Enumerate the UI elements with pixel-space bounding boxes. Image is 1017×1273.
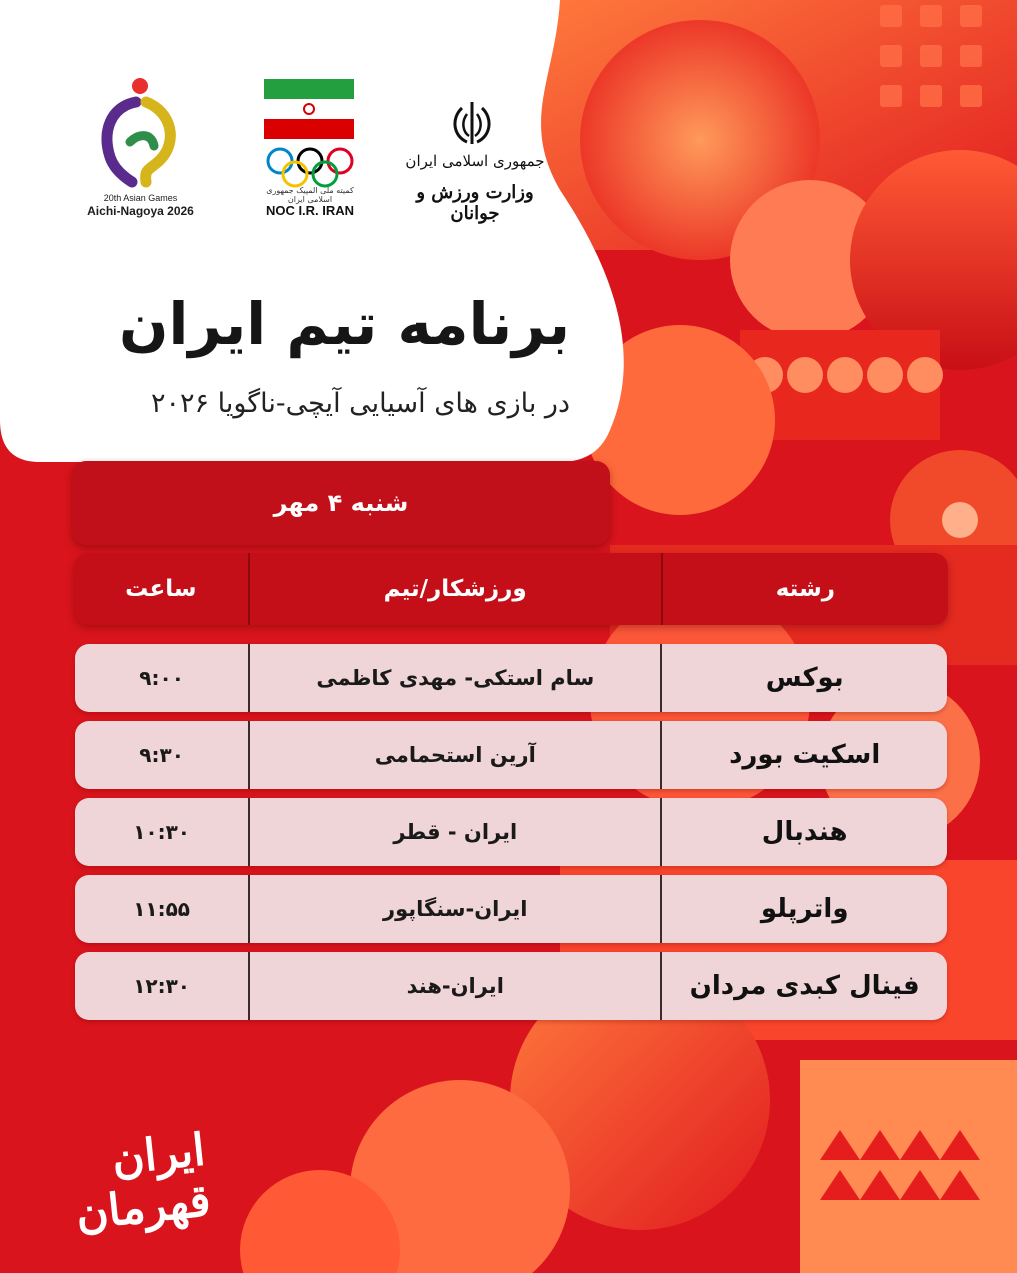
asian-games-logo bbox=[100, 72, 180, 194]
header-time: ساعت bbox=[125, 576, 197, 602]
table-row bbox=[75, 721, 947, 789]
row-time: ۹:۰۰ bbox=[139, 666, 184, 690]
asian-games-caption bbox=[78, 192, 203, 218]
row-sport: هندبال bbox=[761, 817, 848, 847]
day-banner: شنبه ۴ مهر bbox=[72, 461, 610, 545]
row-time: ۱۲:۳۰ bbox=[133, 974, 191, 998]
table-row bbox=[75, 952, 947, 1020]
ministry-line2: وزارت ورزش و جوانان bbox=[416, 182, 534, 224]
row-athlete: ایران-سنگاپور bbox=[248, 875, 662, 943]
ministry-line1: جمهوری اسلامی ایران bbox=[405, 152, 545, 170]
header-sport: رشته bbox=[775, 576, 835, 602]
row-sport: بوکس bbox=[765, 663, 844, 693]
asian-games-line1: 20th Asian Games bbox=[103, 193, 178, 203]
iran-flag-icon bbox=[264, 79, 354, 139]
row-athlete: سام استکی- مهدی کاظمی bbox=[248, 644, 662, 712]
noc-caption: NOC I.R. IRAN bbox=[265, 203, 355, 218]
row-athlete: ایران-هند bbox=[248, 952, 662, 1020]
table-header bbox=[74, 553, 948, 625]
row-time: ۹:۳۰ bbox=[139, 743, 184, 767]
row-sport: واترپلو bbox=[760, 894, 849, 924]
page-title: برنامه تیم ایران bbox=[119, 290, 570, 358]
ministry-text bbox=[390, 152, 560, 224]
row-time: ۱۱:۵۵ bbox=[133, 897, 191, 921]
row-time: ۱۰:۳۰ bbox=[133, 820, 191, 844]
row-athlete: ایران - قطر bbox=[248, 798, 662, 866]
row-sport: اسکیت بورد bbox=[729, 740, 881, 770]
row-sport: فینال کبدی مردان bbox=[689, 971, 920, 1001]
table-row bbox=[75, 644, 947, 712]
brand-logo: ایران قهرمان bbox=[73, 1124, 213, 1240]
header-athlete: ورزشکار/تیم bbox=[248, 553, 663, 625]
olympic-rings-icon bbox=[264, 146, 356, 190]
iran-emblem-icon bbox=[447, 100, 497, 148]
table-row bbox=[75, 875, 947, 943]
noc-full-name: کمیته ملی المپیک جمهوری اسلامی ایران bbox=[266, 186, 354, 204]
page-subtitle: در بازی های آسیایی آیچی-ناگویا ۲۰۲۶ bbox=[151, 388, 570, 419]
asian-games-line2: Aichi-Nagoya 2026 bbox=[87, 204, 194, 218]
row-athlete: آرین استحمامی bbox=[248, 721, 662, 789]
table-row bbox=[75, 798, 947, 866]
